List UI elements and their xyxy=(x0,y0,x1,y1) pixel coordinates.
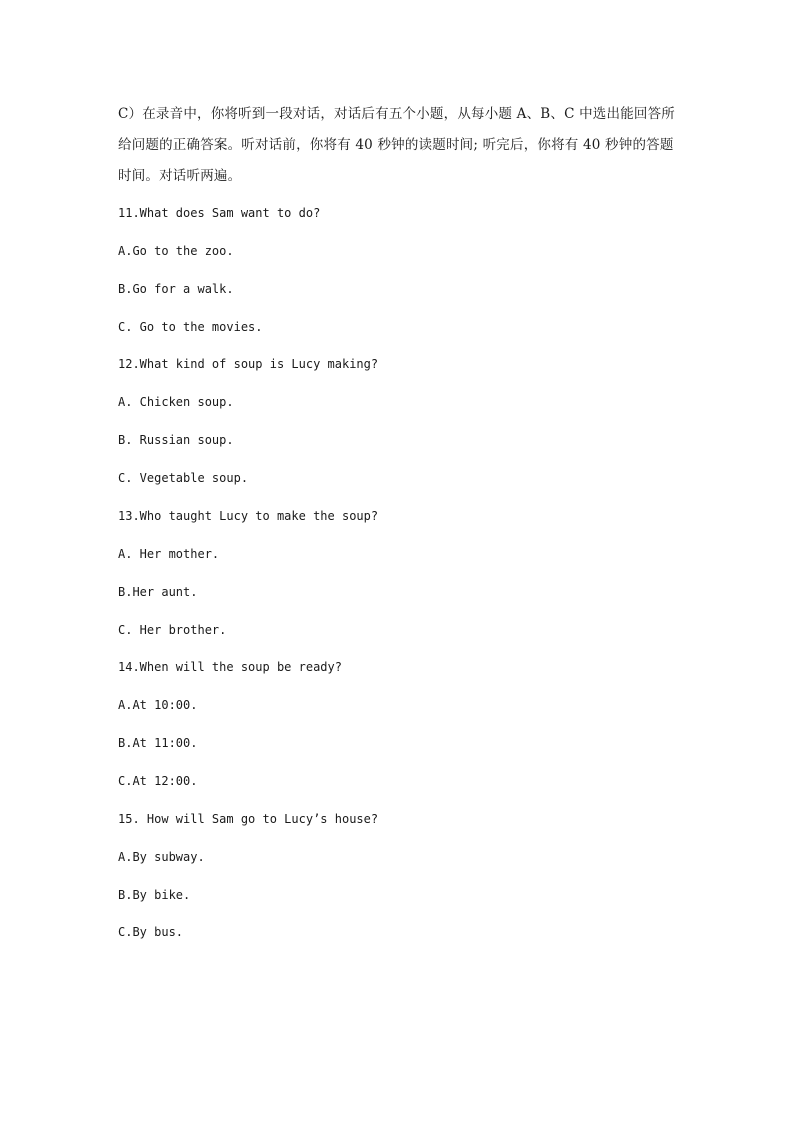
question-11-option-a: A.Go to the zoo. xyxy=(118,244,234,258)
question-15-option-a: A.By subway. xyxy=(118,850,205,864)
question-15-option-c: C.By bus. xyxy=(118,925,184,939)
question-14-stem: 14.When will the soup be ready? xyxy=(118,660,342,674)
question-14-option-a: A.At 10:00. xyxy=(118,698,198,712)
question-13-stem: 13.Who taught Lucy to make the soup? xyxy=(118,509,379,523)
question-11-option-c: C. Go to the movies. xyxy=(118,320,263,334)
question-14-option-c: C.At 12:00. xyxy=(118,774,198,788)
question-12-option-c: C. Vegetable soup. xyxy=(118,471,249,485)
question-11-stem: 11.What does Sam want to do? xyxy=(118,206,321,220)
question-12-option-a: A. Chicken soup. xyxy=(118,395,234,409)
instructions-line-1: C）在录音中，你将听到一段对话，对话后有五个小题，从每小题 A、B、C 中选出能回答所 xyxy=(118,106,676,122)
question-13-option-a: A. Her mother. xyxy=(118,547,220,561)
instructions-line-3: 时间。对话听两遍。 xyxy=(118,168,242,184)
question-12-stem: 12.What kind of soup is Lucy making? xyxy=(118,357,379,371)
section-instructions xyxy=(118,99,678,192)
instructions-line-2: 给问题的正确答案。听对话前，你将有 40 秒钟的读题时间; 听完后，你将有 40 秒钟的答题 xyxy=(118,137,674,153)
question-15-stem: 15. How will Sam go to Lucy’s house? xyxy=(118,812,379,826)
question-13-option-c: C. Her brother. xyxy=(118,623,227,637)
question-14-option-b: B.At 11:00. xyxy=(118,736,198,750)
question-13-option-b: B.Her aunt. xyxy=(118,585,198,599)
question-11-option-b: B.Go for a walk. xyxy=(118,282,234,296)
question-12-option-b: B. Russian soup. xyxy=(118,433,234,447)
question-15-option-b: B.By bike. xyxy=(118,888,191,902)
